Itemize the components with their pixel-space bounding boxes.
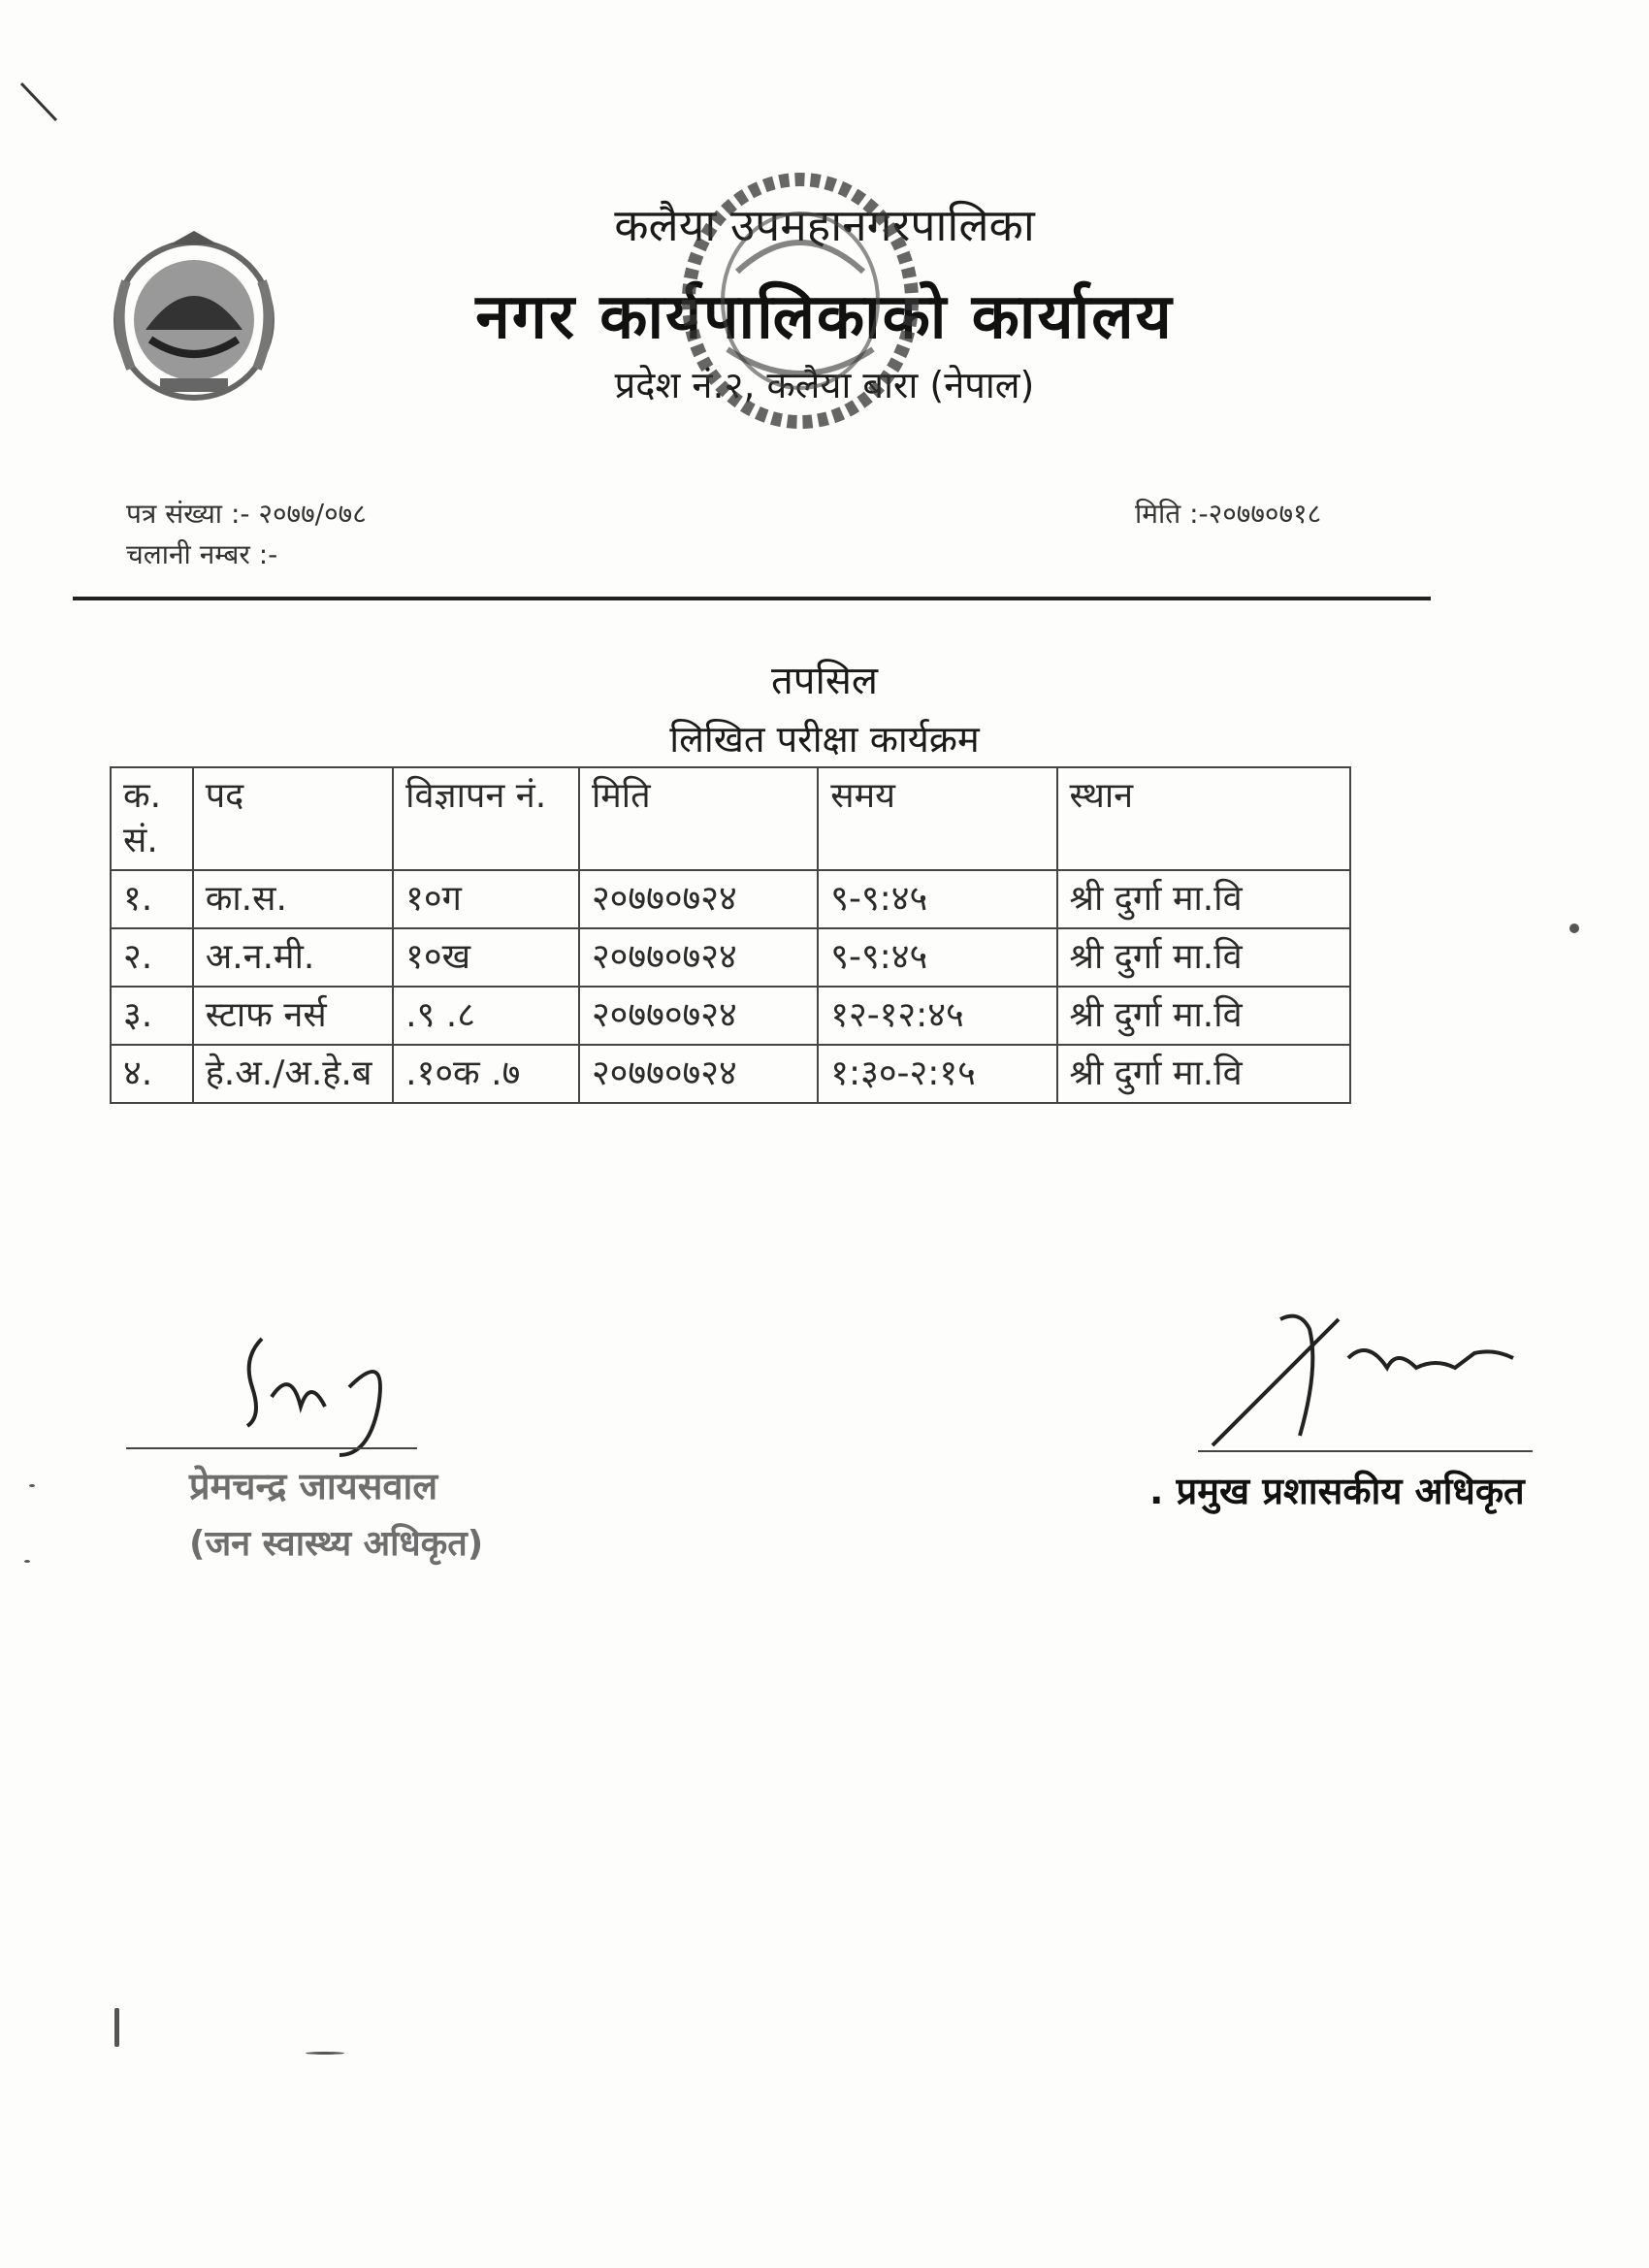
table-cell: हे.अ./अ.हे.ब xyxy=(193,1045,393,1103)
table-cell: १०ग xyxy=(393,870,579,928)
column-header: मिति xyxy=(579,767,818,870)
table-cell: ४. xyxy=(111,1045,193,1103)
table-cell: अ.न.मी. xyxy=(193,928,393,987)
table-cell: श्री दुर्गा मा.वि xyxy=(1057,928,1350,987)
column-header: क. सं. xyxy=(111,767,193,870)
scan-speck xyxy=(306,2052,344,2055)
column-header: स्थान xyxy=(1057,767,1350,870)
table-cell: ९-९:४५ xyxy=(818,870,1056,928)
table-cell: .९ .८ xyxy=(393,987,579,1045)
left-signatory-title: (जन स्वास्थ्य अधिकृत) xyxy=(189,1524,484,1564)
table-cell: २०७७०७२४ xyxy=(579,928,818,987)
section-subtitle: लिखित परीक्षा कार्यक्रम xyxy=(669,718,980,761)
table-cell: .१०क .७ xyxy=(393,1045,579,1103)
scan-speck xyxy=(114,2008,119,2047)
section-title: तपसिल xyxy=(770,659,879,703)
column-header: पद xyxy=(193,767,393,870)
scan-speck xyxy=(1569,923,1579,933)
left-signatory-name: प्रेमचन्द्र जायसवाल xyxy=(189,1465,438,1507)
right-signatory-title: . प्रमुख प्रशासकीय अधिकृत xyxy=(1149,1470,1525,1512)
table-row xyxy=(111,928,1350,987)
table-cell: स्टाफ नर्स xyxy=(193,987,393,1045)
scan-mark xyxy=(19,78,68,126)
office-name-line1: कलैया उपमहानगरपालिका xyxy=(614,199,1035,251)
table-cell: १२-१२:४५ xyxy=(818,987,1056,1045)
table-cell: श्री दुर्गा मा.वि xyxy=(1057,870,1350,928)
left-signature-line xyxy=(126,1447,417,1449)
letter-date: मिति :-२०७७०७१८ xyxy=(1135,498,1322,530)
office-seal-stamp xyxy=(669,155,931,437)
table-cell: का.स. xyxy=(193,870,393,928)
office-name-line2: नगर कार्यपालिकाको कार्यालय xyxy=(475,281,1174,353)
left-signature xyxy=(233,1329,446,1465)
column-header: विज्ञापन नं. xyxy=(393,767,579,870)
table-cell: श्री दुर्गा मा.वि xyxy=(1057,987,1350,1045)
table-cell: २. xyxy=(111,928,193,987)
table-cell: २०७७०७२४ xyxy=(579,987,818,1045)
table-row xyxy=(111,870,1350,928)
right-signature-line xyxy=(1198,1450,1533,1452)
table-row xyxy=(111,1045,1350,1103)
right-signature xyxy=(1203,1300,1523,1455)
table-row xyxy=(111,987,1350,1045)
table-cell: १. xyxy=(111,870,193,928)
table-cell: २०७७०७२४ xyxy=(579,870,818,928)
office-address: प्रदेश नं.२, कलैया बारा (नेपाल) xyxy=(614,364,1035,406)
scan-speck xyxy=(29,1484,35,1487)
column-header: समय xyxy=(818,767,1056,870)
exam-schedule-table xyxy=(110,766,1351,1104)
dispatch-number: चलानी नम्बर :- xyxy=(126,538,278,570)
table-header-row xyxy=(111,767,1350,870)
letter-number: पत्र संख्या :- २०७७/०७८ xyxy=(126,498,367,530)
table-cell: २०७७०७२४ xyxy=(579,1045,818,1103)
table-cell: ३. xyxy=(111,987,193,1045)
table-cell: श्री दुर्गा मा.वि xyxy=(1057,1045,1350,1103)
table-cell: ९-९:४५ xyxy=(818,928,1056,987)
header-divider xyxy=(73,597,1431,600)
scan-speck xyxy=(24,1560,30,1563)
table-cell: १:३०-२:१५ xyxy=(818,1045,1056,1103)
table-cell: १०ख xyxy=(393,928,579,987)
